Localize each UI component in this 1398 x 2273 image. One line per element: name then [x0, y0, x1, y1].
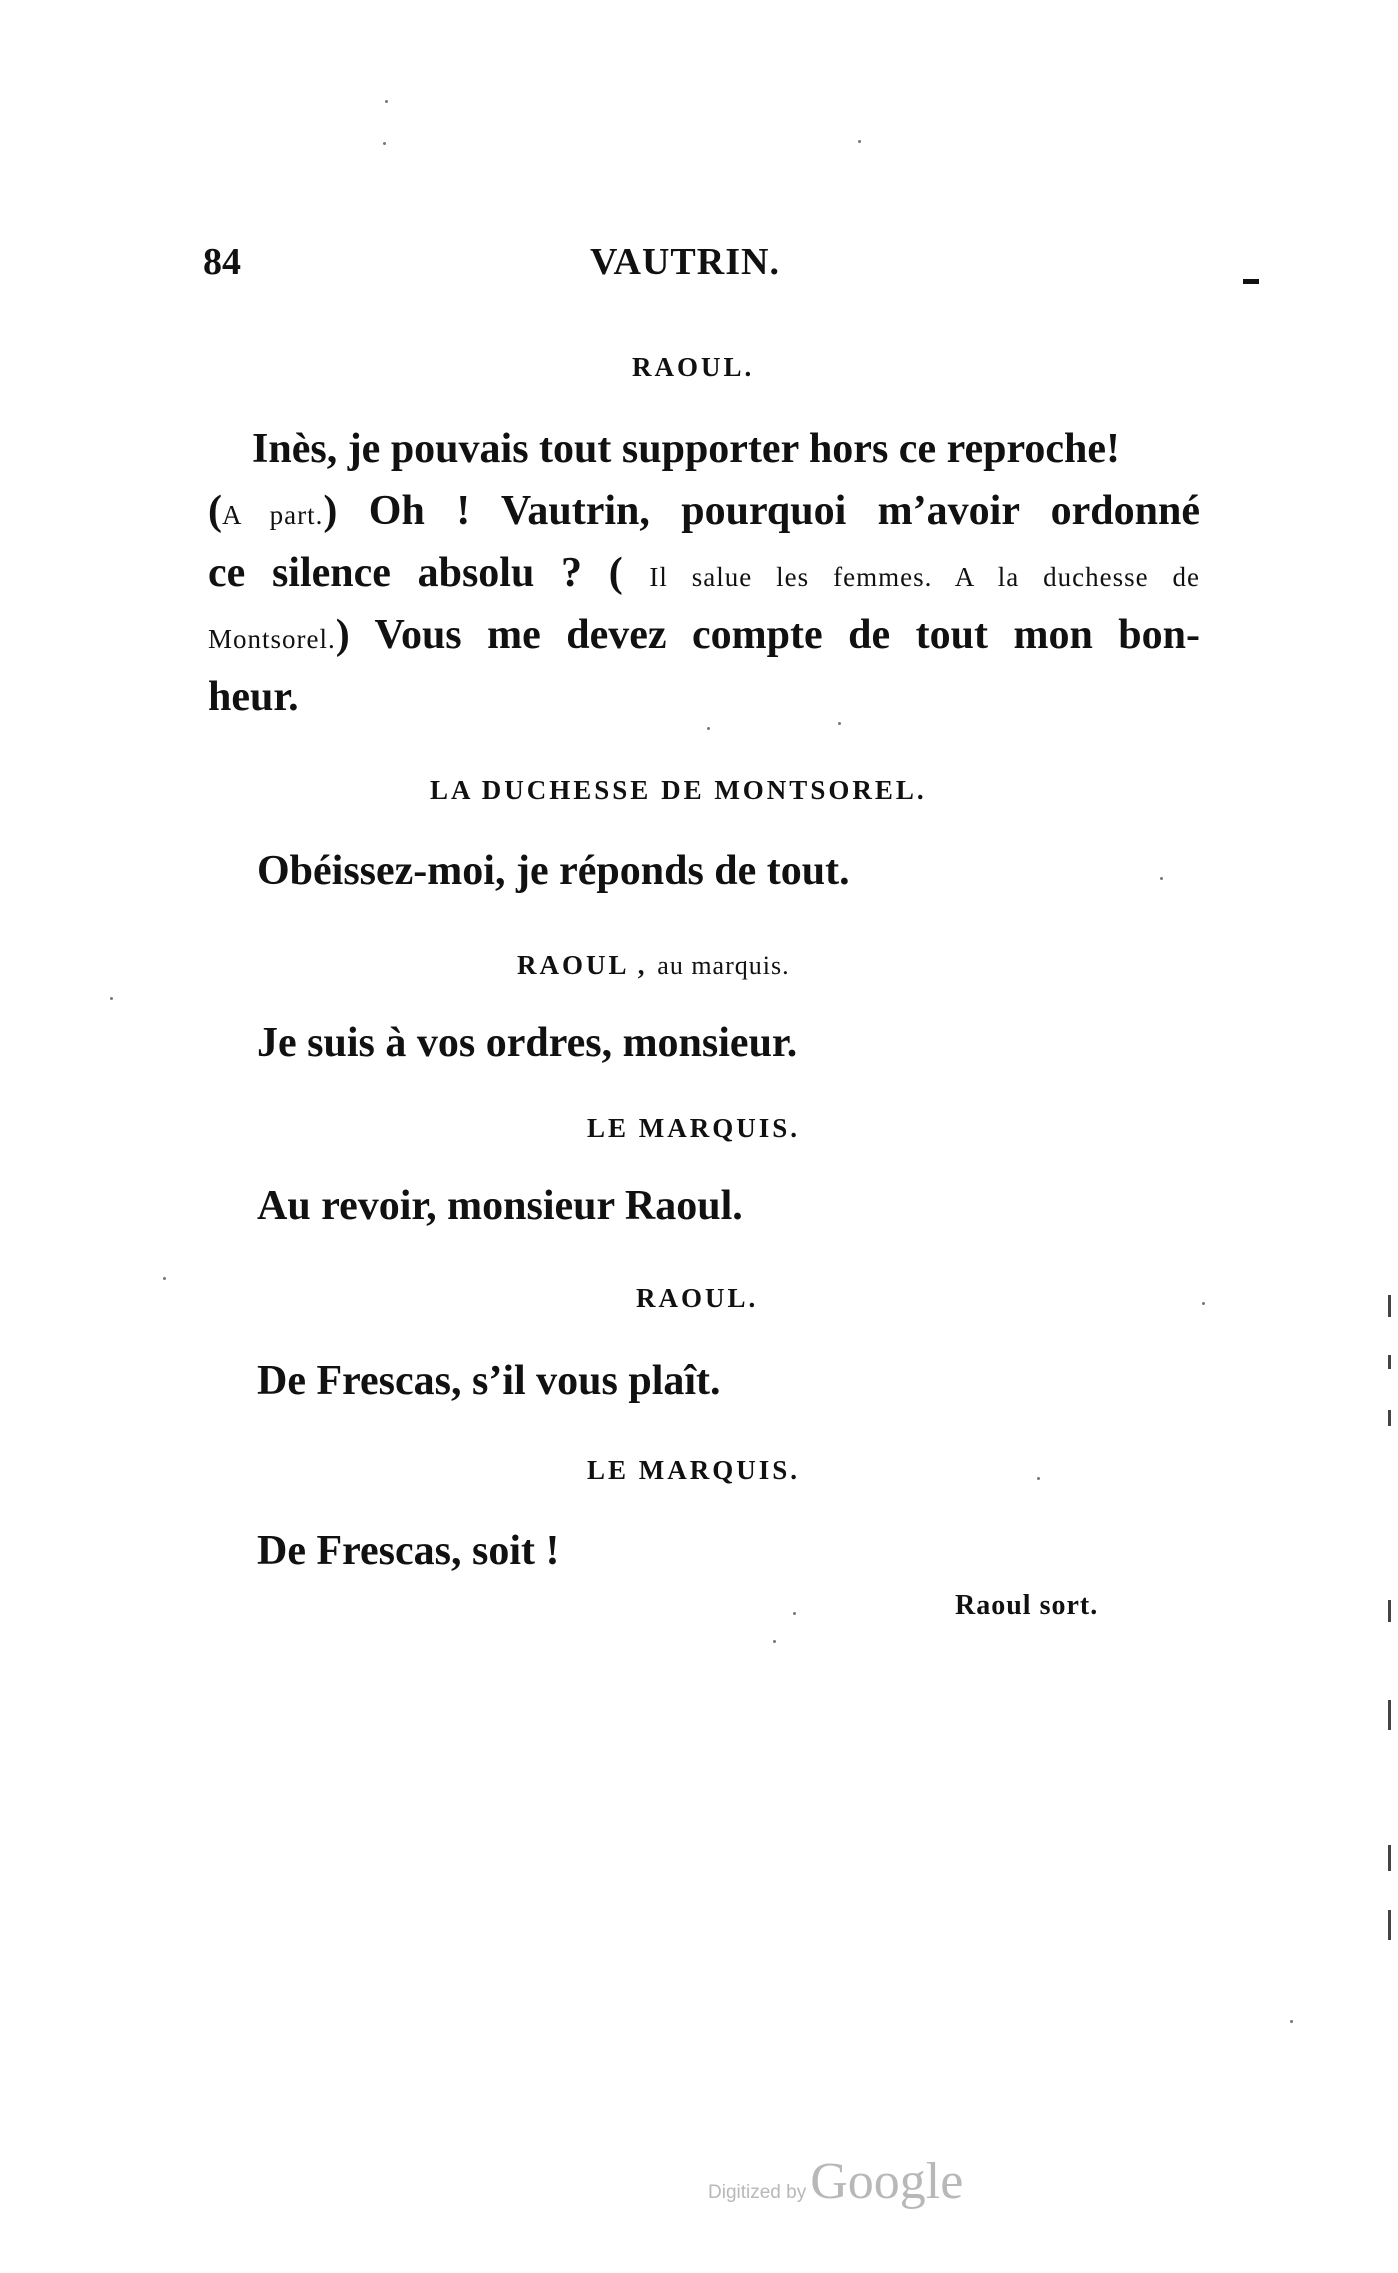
running-title: VAUTRIN. [590, 241, 780, 283]
scan-speck [707, 727, 710, 730]
scan-speck [773, 1640, 776, 1643]
speaker-raoul-2 [517, 950, 790, 981]
speech-line: Inès, je pouvais tout supporter hors ce reproche! [252, 426, 1120, 472]
scan-speck [858, 140, 861, 143]
scan-speck [383, 142, 386, 145]
scan-speck [163, 1277, 166, 1280]
watermark-brand: Google [810, 2153, 964, 2210]
edge-tick [1388, 1410, 1391, 1426]
speaker-name: RAOUL , [517, 950, 648, 980]
speech-line: heur. [208, 674, 299, 720]
scan-speck [110, 997, 113, 1000]
speaker-marquis-1: LE MARQUIS. [587, 1113, 801, 1143]
edge-tick [1388, 1600, 1391, 1622]
page-number: 84 [203, 241, 241, 283]
edge-tick [1388, 1845, 1391, 1871]
scan-speck [1290, 2020, 1293, 2023]
edge-tick [1388, 1910, 1391, 1940]
scan-speck [838, 722, 841, 725]
speech-line: Montsorel.) Vous me devez compte de tout mon bon- [208, 612, 1200, 658]
speaker-duchesse: LA DUCHESSE DE MONTSOREL. [430, 775, 927, 805]
speech-line: ce silence absolu ? ( Il salue les femmes. A la duchesse de [208, 550, 1200, 596]
speech-line: (A part.) Oh ! Vautrin, pourquoi m’avoir ordonné [208, 488, 1200, 534]
edge-mark [1243, 279, 1259, 284]
speech-raoul-1 [208, 418, 1200, 728]
digitized-watermark [708, 2152, 963, 2211]
speech-marquis-1: Au revoir, monsieur Raoul. [257, 1183, 743, 1229]
speaker-raoul-1: RAOUL. [632, 352, 755, 382]
edge-tick [1388, 1700, 1391, 1730]
edge-tick [1388, 1295, 1391, 1317]
speaker-raoul-3: RAOUL. [636, 1283, 759, 1313]
speaker-marquis-2: LE MARQUIS. [587, 1455, 801, 1485]
scan-speck [793, 1612, 796, 1615]
watermark-prefix: Digitized by [708, 2182, 807, 2203]
speech-raoul-3: De Frescas, s’il vous plaît. [257, 1358, 721, 1404]
scan-speck [385, 100, 388, 103]
stage-exit: Raoul sort. [955, 1590, 1099, 1621]
edge-tick [1388, 1355, 1391, 1369]
speech-raoul-2: Je suis à vos ordres, monsieur. [257, 1020, 798, 1066]
scan-speck [1160, 877, 1163, 880]
stage-direction: au marquis. [657, 951, 790, 980]
scan-speck [1037, 1477, 1040, 1480]
scan-speck [1202, 1302, 1205, 1305]
speech-duchesse: Obéissez-moi, je réponds de tout. [257, 848, 850, 894]
speech-marquis-2: De Frescas, soit ! [257, 1528, 560, 1574]
